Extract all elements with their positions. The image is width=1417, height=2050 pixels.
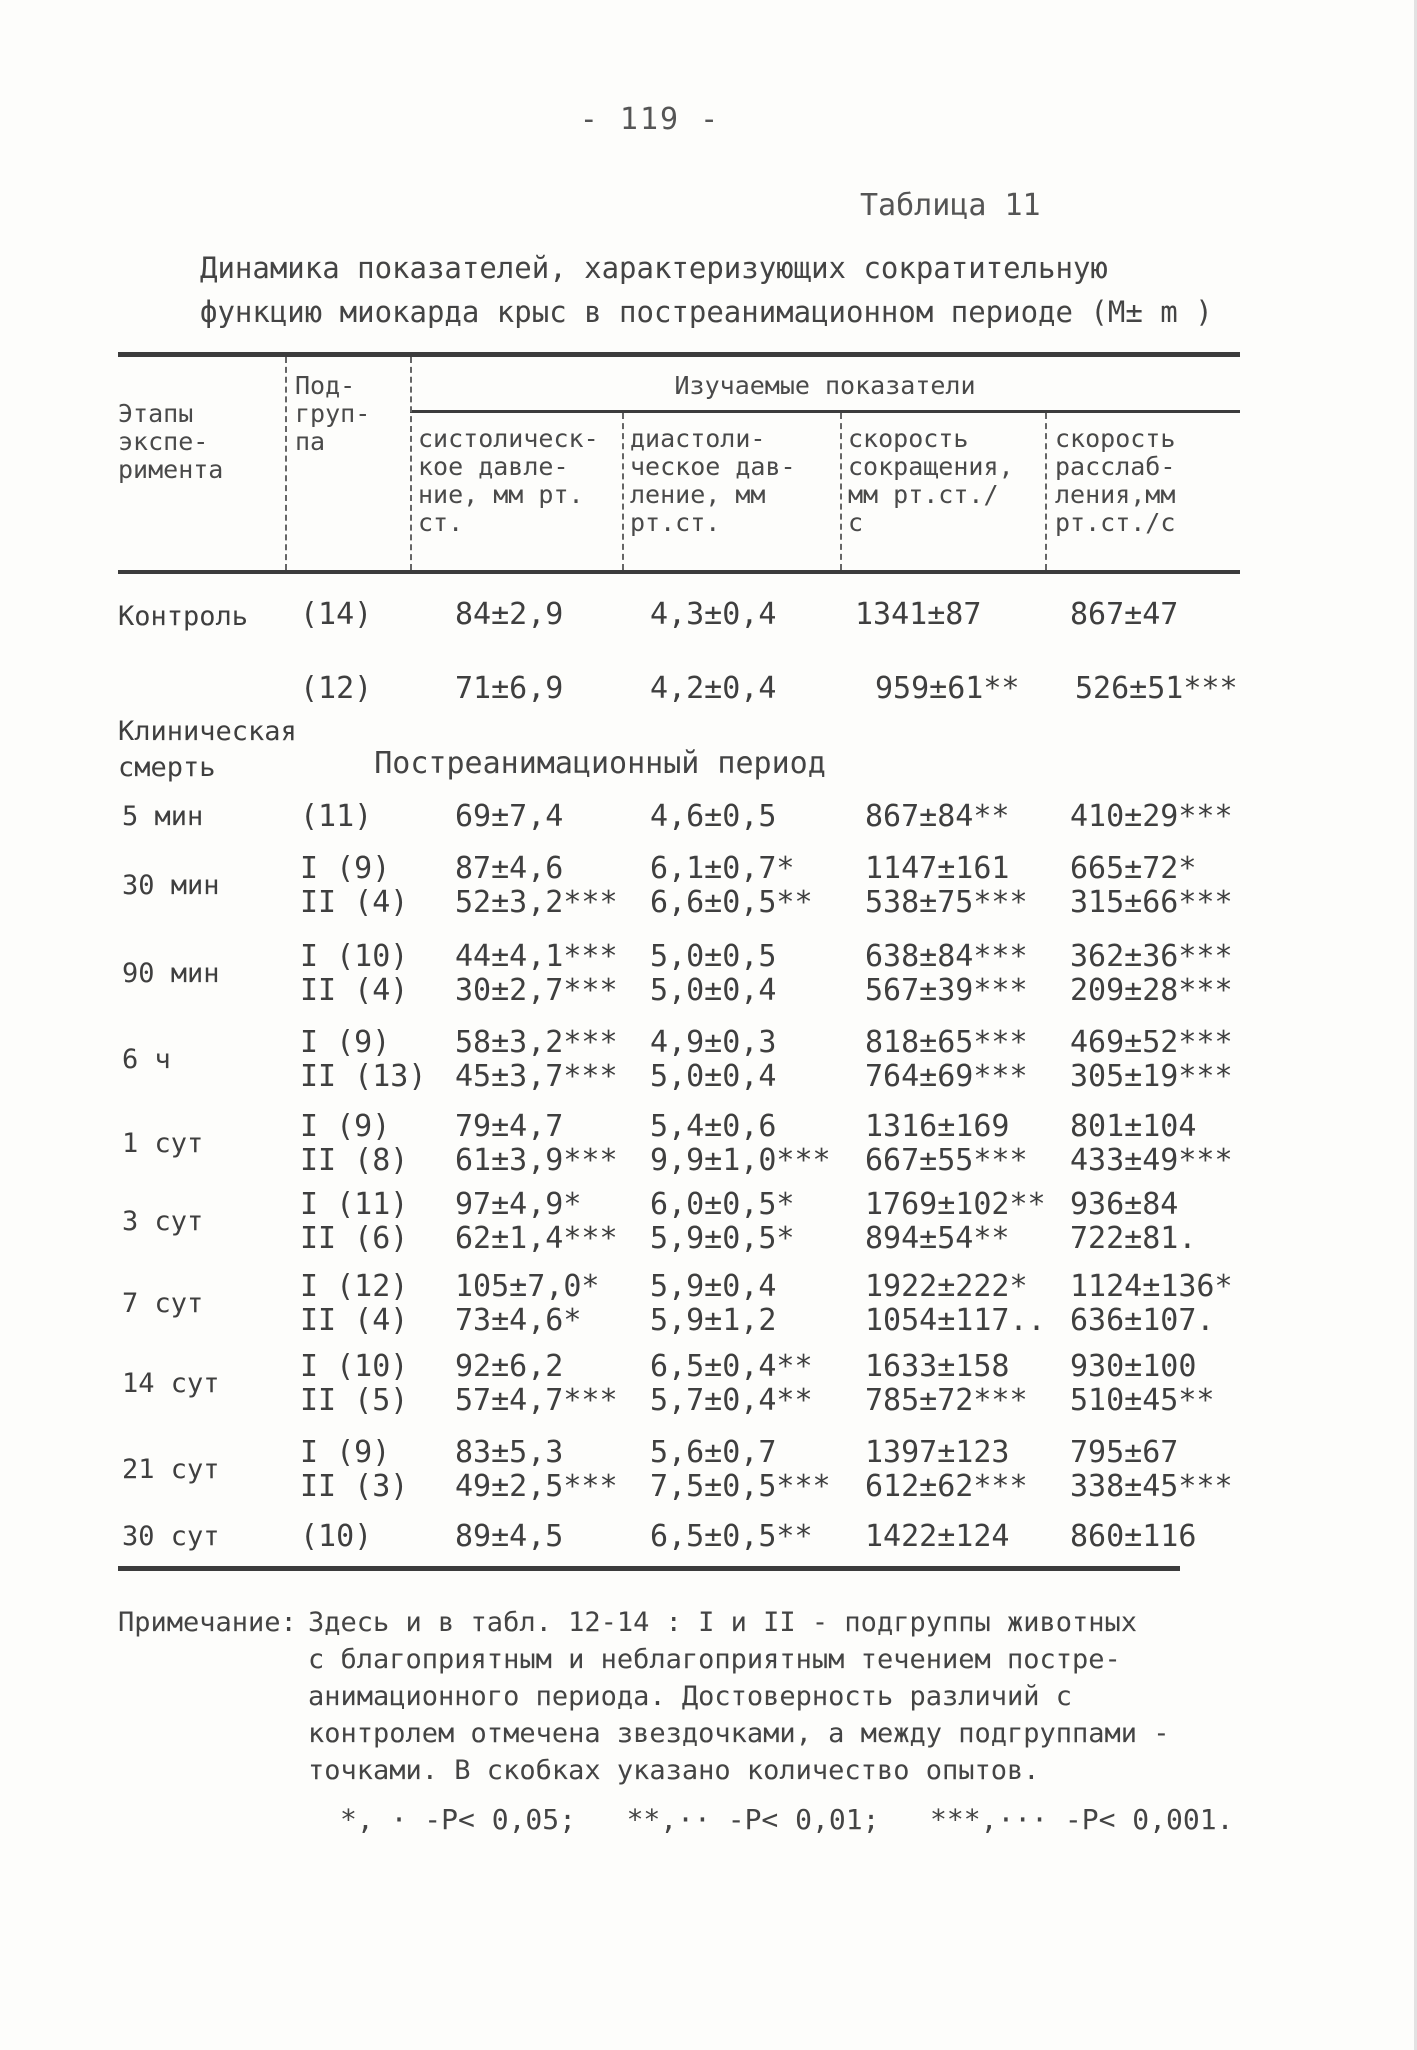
stage-label: 6 ч [122, 1044, 171, 1075]
relaxation-cell: 795±67 [1070, 1435, 1179, 1470]
note-line: с благоприятным и неблагоприятным течением постре- [308, 1644, 1121, 1675]
note-line: Здесь и в табл. 12-14 : I и II - подгруппы животных [308, 1607, 1138, 1638]
relaxation-cell: 338±45*** [1070, 1469, 1233, 1504]
systolic-cell: 92±6,2 [455, 1349, 564, 1384]
header-systolic: систолическ- кое давле- ние, мм рт. ст. [418, 424, 599, 537]
subgroup-cell: (11) [300, 799, 373, 834]
diastolic-cell: 6,6±0,5** [650, 885, 813, 920]
relaxation-cell: 636±107. [1070, 1303, 1215, 1338]
table-label: Таблица 11 [860, 188, 1041, 223]
relaxation-cell: 315±66*** [1070, 885, 1233, 920]
header-bottom-rule [118, 570, 1240, 574]
relaxation-cell: 362±36*** [1070, 939, 1233, 974]
contraction-cell: 785±72*** [865, 1383, 1028, 1418]
diastolic-cell: 5,9±1,2 [650, 1303, 777, 1338]
subgroup-cell: II (5) [300, 1383, 409, 1418]
header-separator [622, 413, 624, 570]
stage-label: 30 мин [122, 870, 220, 901]
stage-label: 21 сут [122, 1454, 220, 1485]
relaxation-cell: 665±72* [1070, 851, 1197, 886]
relaxation-cell: 867±47 [1070, 597, 1179, 632]
subgroup-cell: II (3) [300, 1469, 409, 1504]
header-separator [410, 357, 412, 570]
header-separator [1045, 413, 1047, 570]
diastolic-cell: 4,3±0,4 [650, 597, 777, 632]
header-separator [285, 357, 287, 570]
subgroup-cell: I (9) [300, 1435, 391, 1470]
relaxation-cell: 1124±136* [1070, 1269, 1233, 1304]
systolic-cell: 97±4,9* [455, 1187, 582, 1222]
contraction-cell: 818±65*** [865, 1025, 1028, 1060]
contraction-cell: 1341±87 [855, 597, 982, 632]
diastolic-cell: 6,5±0,4** [650, 1349, 813, 1384]
diastolic-cell: 4,6±0,5 [650, 799, 777, 834]
header-relaxation: скорость расслаб- ления,мм рт.ст./с [1055, 424, 1176, 537]
caption-line-1: Динамика показателей, характеризующих сократительную [200, 251, 1108, 285]
diastolic-cell: 5,6±0,7 [650, 1435, 777, 1470]
systolic-cell: 58±3,2*** [455, 1025, 618, 1060]
subgroup-cell: I (11) [300, 1187, 409, 1222]
note-line: контролем отмечена звездочками, а между подгруппами - [308, 1718, 1170, 1749]
systolic-cell: 79±4,7 [455, 1109, 564, 1144]
caption-line-2: функцию миокарда крыс в постреанимационном периоде (M± m ) [200, 295, 1213, 329]
subgroup-cell: I (12) [300, 1269, 409, 1304]
systolic-cell: 73±4,6* [455, 1303, 582, 1338]
subgroup-cell: II (4) [300, 973, 409, 1008]
relaxation-cell: 433±49*** [1070, 1143, 1233, 1178]
diastolic-cell: 5,0±0,5 [650, 939, 777, 974]
diastolic-cell: 6,1±0,7* [650, 851, 795, 886]
diastolic-cell: 4,9±0,3 [650, 1025, 777, 1060]
diastolic-cell: 5,9±0,4 [650, 1269, 777, 1304]
relaxation-cell: 936±84 [1070, 1187, 1179, 1222]
contraction-cell: 894±54** [865, 1221, 1010, 1256]
relaxation-cell: 930±100 [1070, 1349, 1197, 1384]
subgroup-cell: (12) [300, 671, 373, 706]
systolic-cell: 105±7,0* [455, 1269, 600, 1304]
subgroup-cell: (14) [300, 597, 373, 632]
stage-label: 30 сут [122, 1521, 220, 1552]
systolic-cell: 44±4,1*** [455, 939, 618, 974]
contraction-cell: 1147±161 [865, 851, 1010, 886]
subgroup-cell: (10) [300, 1519, 373, 1554]
stage-label: 7 сут [122, 1288, 204, 1319]
contraction-cell: 1397±123 [865, 1435, 1010, 1470]
contraction-cell: 959±61** [875, 671, 1020, 706]
systolic-cell: 69±7,4 [455, 799, 564, 834]
page-number: - 119 - [579, 102, 721, 137]
diastolic-cell: 5,4±0,6 [650, 1109, 777, 1144]
relaxation-cell: 469±52*** [1070, 1025, 1233, 1060]
relaxation-cell: 801±104 [1070, 1109, 1197, 1144]
relaxation-cell: 722±81. [1070, 1221, 1197, 1256]
header-group-title: Изучаемые показатели [674, 371, 976, 400]
stage-label: Клиническая смерть [118, 716, 297, 783]
contraction-cell: 764±69*** [865, 1059, 1028, 1094]
header-group-rule [410, 410, 1240, 413]
note-line: точками. В скобках указано количество опытов. [308, 1755, 1040, 1786]
contraction-cell: 867±84** [865, 799, 1010, 834]
note-line: анимационного периода. Достоверность различий с [308, 1681, 1073, 1712]
contraction-cell: 1422±124 [865, 1519, 1010, 1554]
stage-label: 14 сут [122, 1368, 220, 1399]
relaxation-cell: 209±28*** [1070, 973, 1233, 1008]
table-bottom-rule [118, 1566, 1180, 1571]
relaxation-cell: 410±29*** [1070, 799, 1233, 834]
subgroup-cell: II (13) [300, 1059, 427, 1094]
header-contraction: скорость сокращения, мм рт.ст./ с [848, 424, 1014, 537]
contraction-cell: 1633±158 [865, 1349, 1010, 1384]
header-diastolic: диастоли- ческое дав- ление, мм рт.ст. [630, 424, 796, 537]
subgroup-cell: I (10) [300, 1349, 409, 1384]
systolic-cell: 89±4,5 [455, 1519, 564, 1554]
table-caption [200, 246, 1250, 334]
diastolic-cell: 5,9±0,5* [650, 1221, 795, 1256]
systolic-cell: 84±2,9 [455, 597, 564, 632]
systolic-cell: 52±3,2*** [455, 885, 618, 920]
relaxation-cell: 526±51*** [1075, 671, 1238, 706]
subgroup-cell: II (8) [300, 1143, 409, 1178]
header-subgroup: Под- груп- па [295, 371, 371, 456]
subgroup-cell: II (4) [300, 1303, 409, 1338]
note-label: Примечание: [118, 1607, 297, 1638]
contraction-cell: 1769±102** [865, 1187, 1046, 1222]
diastolic-cell: 9,9±1,0*** [650, 1143, 831, 1178]
contraction-cell: 1054±117.. [865, 1303, 1046, 1338]
stage-label: 3 сут [122, 1206, 204, 1237]
diastolic-cell: 6,5±0,5** [650, 1519, 813, 1554]
contraction-cell: 1316±169 [865, 1109, 1010, 1144]
stage-label: 90 мин [122, 958, 220, 989]
contraction-cell: 538±75*** [865, 885, 1028, 920]
subgroup-cell: I (10) [300, 939, 409, 974]
stage-label: 5 мин [122, 801, 204, 832]
systolic-cell: 57±4,7*** [455, 1383, 618, 1418]
contraction-cell: 567±39*** [865, 973, 1028, 1008]
systolic-cell: 71±6,9 [455, 671, 564, 706]
diastolic-cell: 5,0±0,4 [650, 973, 777, 1008]
contraction-cell: 1922±222* [865, 1269, 1028, 1304]
relaxation-cell: 305±19*** [1070, 1059, 1233, 1094]
systolic-cell: 61±3,9*** [455, 1143, 618, 1178]
systolic-cell: 49±2,5*** [455, 1469, 618, 1504]
relaxation-cell: 860±116 [1070, 1519, 1197, 1554]
header-separator [840, 413, 842, 570]
contraction-cell: 667±55*** [865, 1143, 1028, 1178]
diastolic-cell: 5,7±0,4** [650, 1383, 813, 1418]
contraction-cell: 612±62*** [865, 1469, 1028, 1504]
diastolic-cell: 4,2±0,4 [650, 671, 777, 706]
systolic-cell: 30±2,7*** [455, 973, 618, 1008]
subgroup-cell: II (6) [300, 1221, 409, 1256]
systolic-cell: 87±4,6 [455, 851, 564, 886]
systolic-cell: 83±5,3 [455, 1435, 564, 1470]
stage-label: Контроль [118, 601, 249, 632]
systolic-cell: 45±3,7*** [455, 1059, 618, 1094]
header-stage: Этапы экспе- римента [118, 399, 224, 484]
subgroup-cell: I (9) [300, 851, 391, 886]
systolic-cell: 62±1,4*** [455, 1221, 618, 1256]
subgroup-cell: I (9) [300, 1109, 391, 1144]
stage-label: 1 сут [122, 1128, 204, 1159]
subgroup-cell: II (4) [300, 885, 409, 920]
diastolic-cell: 5,0±0,4 [650, 1059, 777, 1094]
diastolic-cell: 6,0±0,5* [650, 1187, 795, 1222]
relaxation-cell: 510±45** [1070, 1383, 1215, 1418]
section-title: Постреанимационный период [374, 746, 826, 781]
diastolic-cell: 7,5±0,5*** [650, 1469, 831, 1504]
subgroup-cell: I (9) [300, 1025, 391, 1060]
contraction-cell: 638±84*** [865, 939, 1028, 974]
significance-legend: *, · -P< 0,05; **,·· -P< 0,01; ***,··· -P< 0,001. [340, 1803, 1234, 1836]
